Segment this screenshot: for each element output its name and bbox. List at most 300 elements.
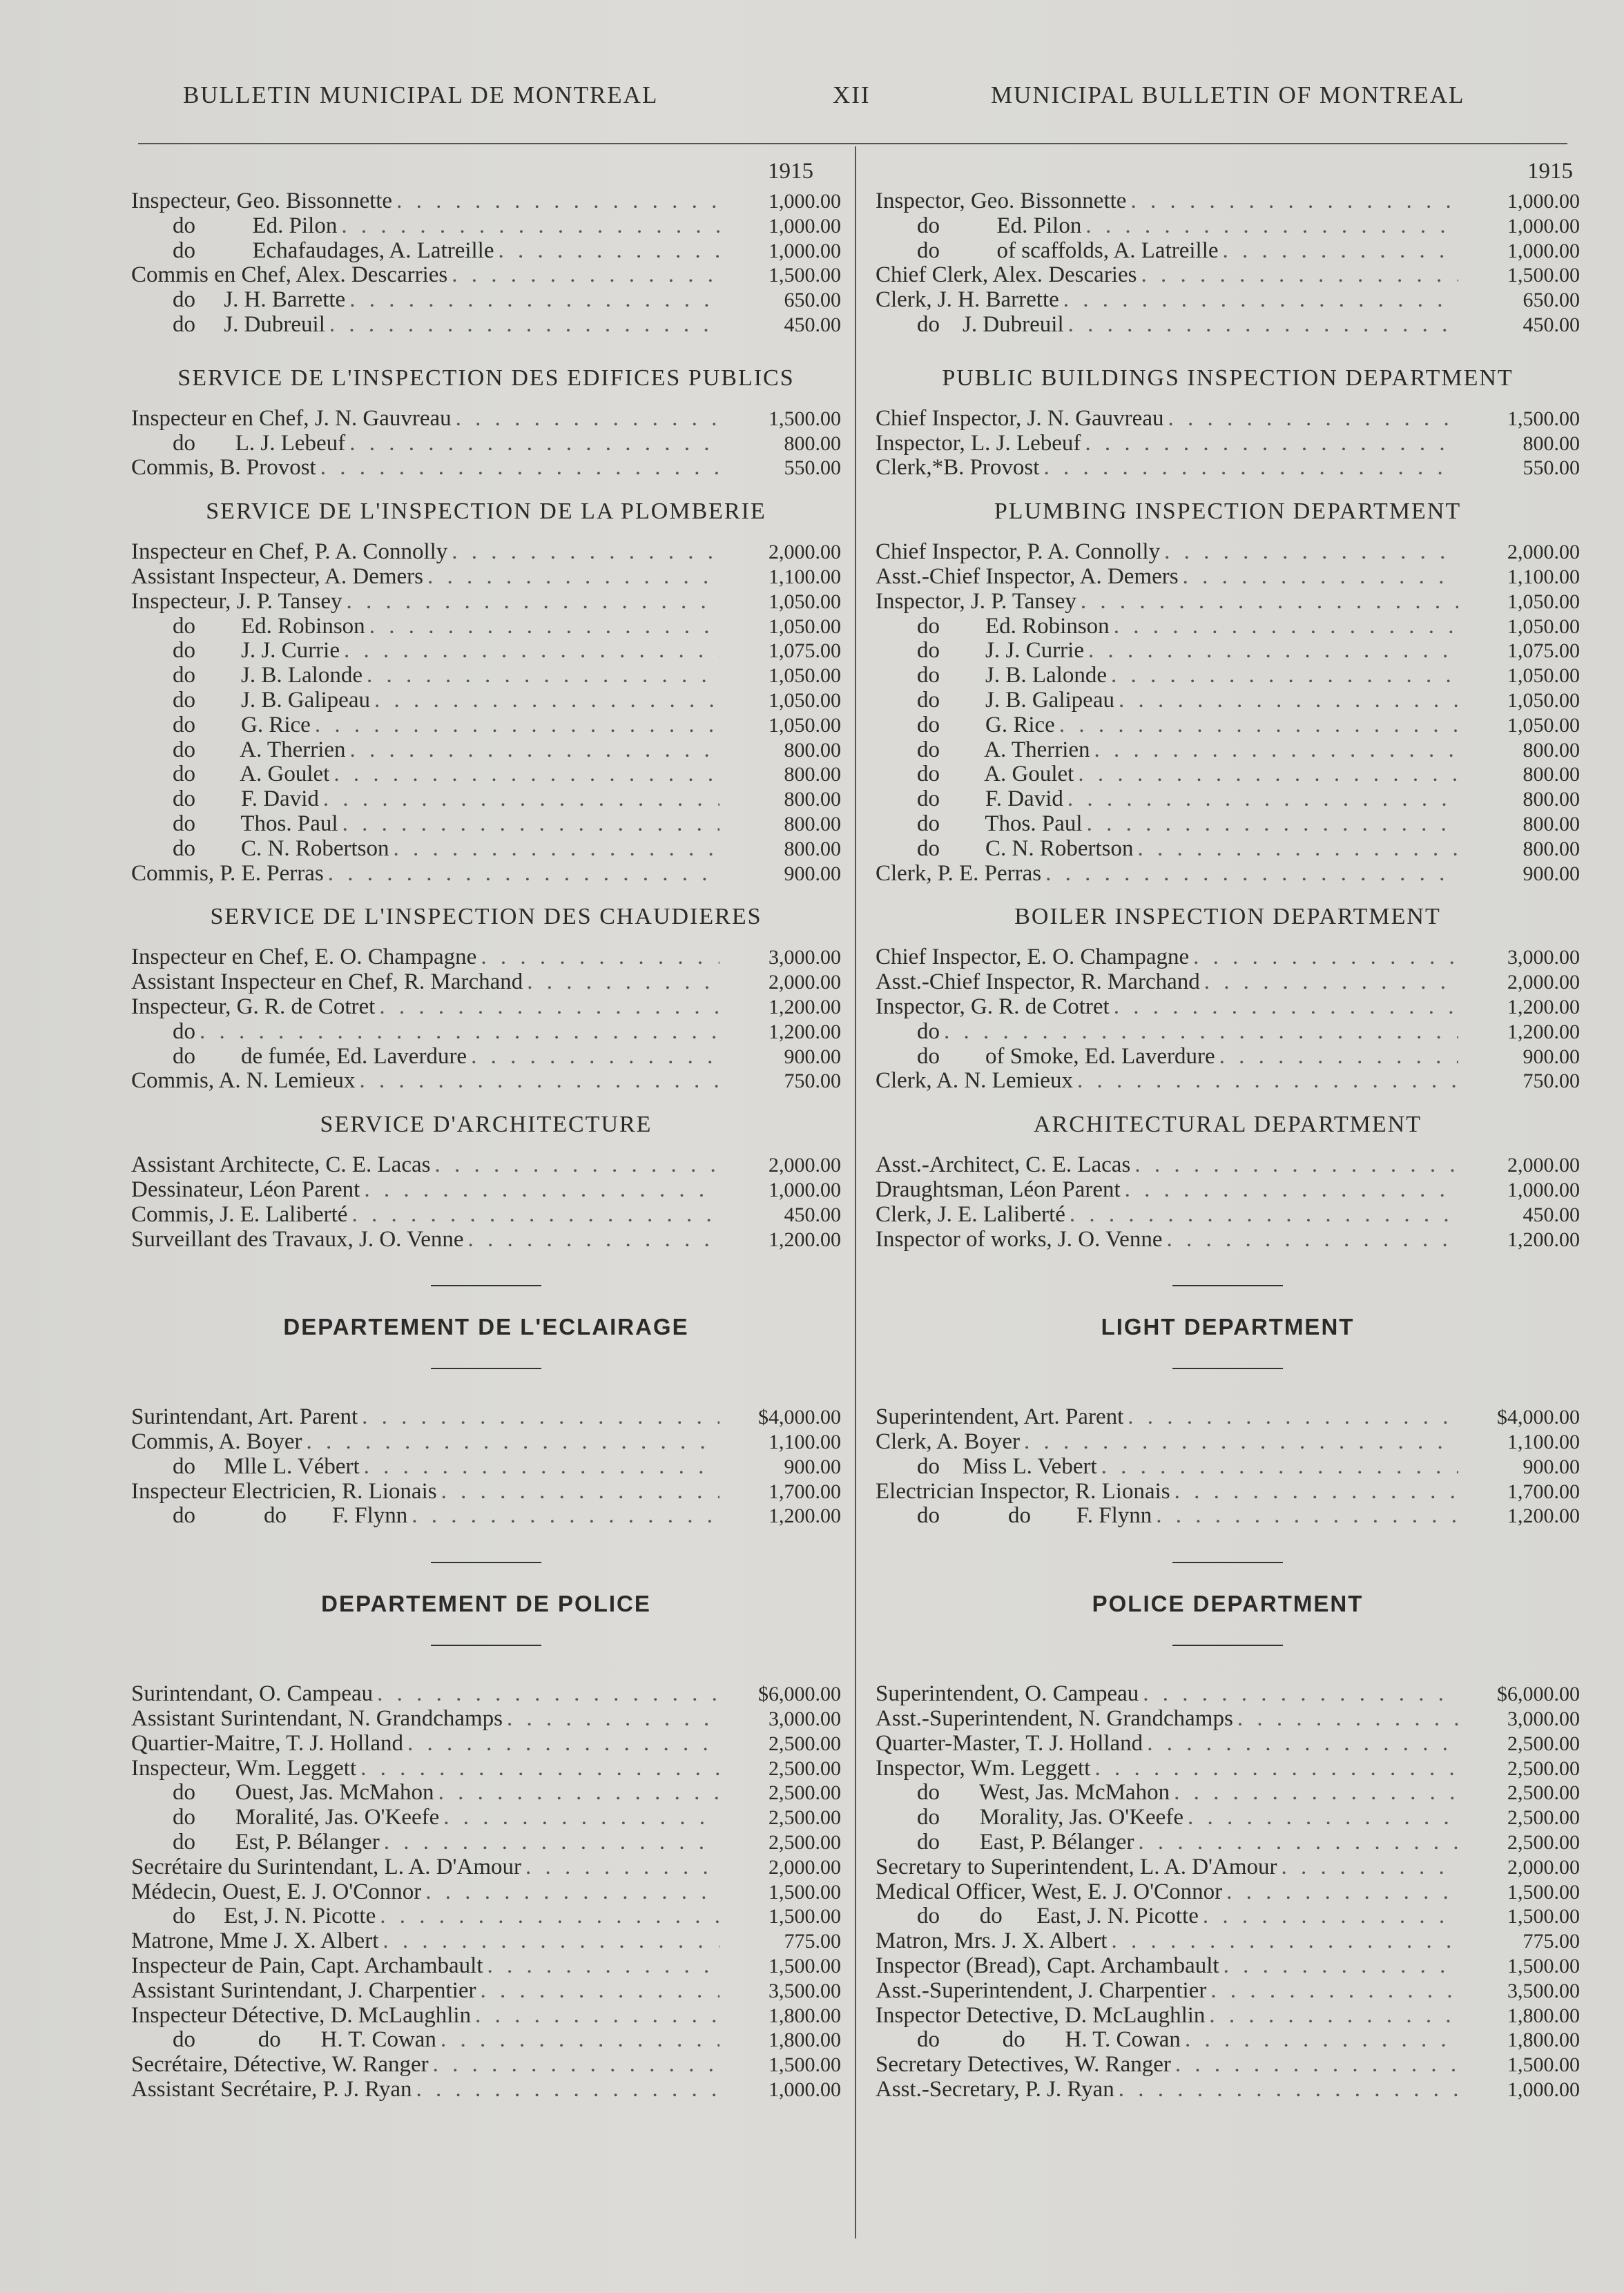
salary-amount: 800.00 [784, 738, 841, 762]
salary-amount: 2,500.00 [1507, 1732, 1580, 1755]
position-name: do Ed. Robinson [917, 614, 1110, 639]
salary-row [131, 1045, 841, 1070]
salary-row [131, 1781, 841, 1806]
building-inspection-list [131, 189, 841, 338]
department-title: DEPARTEMENT DE L'ECLAIRAGE [283, 1314, 689, 1340]
salary-amount: 1,050.00 [768, 590, 841, 613]
salary-amount: 750.00 [784, 1070, 841, 1093]
position-name: do of Smoke, Ed. Laverdure [917, 1044, 1215, 1069]
salary-amount: 450.00 [1522, 1203, 1580, 1226]
salary-row [876, 639, 1580, 664]
salary-amount: 800.00 [784, 788, 841, 811]
salary-row [131, 945, 841, 970]
salary-amount: 800.00 [1522, 812, 1580, 835]
leader-dots [443, 1806, 719, 1830]
leader-dots [334, 762, 719, 787]
leader-dots [471, 1045, 719, 1070]
leader-dots [349, 288, 719, 313]
salary-row [131, 995, 841, 1020]
position-name: do J. Dubreuil [173, 312, 325, 337]
position-name: Inspecteur, Wm. Leggett [131, 1756, 357, 1781]
salary-row [876, 565, 1580, 590]
salary-row [131, 787, 841, 812]
leader-dots [1281, 1855, 1458, 1880]
position-name: Surintendant, Art. Parent [131, 1405, 358, 1430]
salary-row [876, 2028, 1580, 2053]
salary-row [876, 1806, 1580, 1830]
leader-dots [1183, 565, 1458, 590]
salary-amount: 1,000.00 [1507, 239, 1580, 262]
salary-amount: 800.00 [784, 812, 841, 835]
salary-row [131, 1830, 841, 1855]
salary-amount: 1,075.00 [1507, 639, 1580, 663]
public-buildings-list [131, 407, 841, 481]
position-name: do do H. T. Cowan [173, 2028, 436, 2053]
salary-amount: 3,500.00 [768, 1979, 841, 2002]
salary-amount: 1,200.00 [1507, 1505, 1580, 1528]
position-name: Inspector of works, J. O. Venne [876, 1227, 1163, 1252]
column-divider [855, 146, 856, 2238]
leader-dots [329, 313, 719, 338]
section-title-boilers: BOILER INSPECTION DEPARTMENT [1014, 904, 1441, 930]
leader-dots [416, 2078, 719, 2102]
salary-row [876, 713, 1580, 738]
salary-amount: 450.00 [784, 313, 841, 336]
leader-dots [1134, 1153, 1458, 1178]
position-name: do J. B. Lalonde [173, 664, 362, 688]
salary-row [876, 1781, 1580, 1806]
salary-row [131, 713, 841, 738]
salary-amount: 2,500.00 [768, 1831, 841, 1855]
position-name: Commis, P. E. Perras [131, 861, 324, 886]
salary-amount: $4,000.00 [758, 1406, 841, 1429]
salary-row [876, 313, 1580, 338]
position-name: do West, Jas. McMahon [917, 1781, 1170, 1806]
salary-row [131, 540, 841, 565]
position-name: do [173, 1019, 195, 1044]
salary-amount: 1,500.00 [1507, 2053, 1580, 2077]
salary-row [876, 407, 1580, 432]
position-name: Asst.-Chief Inspector, R. Marchand [876, 970, 1200, 995]
leader-dots [1128, 1405, 1458, 1430]
position-name: Inspecteur Electricien, R. Lionais [131, 1479, 437, 1504]
salary-amount: 1,050.00 [1507, 664, 1580, 688]
position-name: Secrétaire du Surintendant, L. A. D'Amour [131, 1855, 521, 1879]
building-inspection-list [876, 189, 1580, 338]
salary-amount: 550.00 [1522, 456, 1580, 480]
salary-row [876, 1045, 1580, 1070]
leader-dots [1119, 688, 1458, 713]
salary-row [131, 1504, 841, 1529]
position-name: Chief Inspector, J. N. Gauvreau [876, 406, 1164, 431]
salary-amount: 1,075.00 [768, 639, 841, 663]
leader-dots [1223, 239, 1458, 264]
position-name: Assistant Architecte, C. E. Lacas [131, 1153, 431, 1178]
salary-amount: 1,500.00 [1507, 1880, 1580, 1904]
leader-dots [1088, 639, 1458, 664]
position-name: do A. Therrien [173, 737, 346, 762]
salary-amount: 450.00 [1522, 313, 1580, 336]
salary-row [131, 565, 841, 590]
position-name: do Ed. Robinson [173, 614, 365, 639]
section-title-boilers: SERVICE DE L'INSPECTION DES CHAUDIERES [210, 904, 762, 930]
salary-amount: 800.00 [784, 763, 841, 786]
salary-row [876, 590, 1580, 615]
public-buildings-list [876, 407, 1580, 481]
position-name: Quarter-Master, T. J. Holland [876, 1731, 1143, 1756]
salary-amount: 1,000.00 [1507, 1178, 1580, 1201]
position-name: Inspecteur en Chef, P. A. Connolly [131, 540, 448, 565]
leader-dots [433, 2053, 719, 2078]
light-department-heading [131, 1285, 841, 1369]
salary-row [876, 837, 1580, 862]
leader-dots [1070, 1203, 1458, 1228]
salary-row [131, 812, 841, 837]
position-name: do J. J. Currie [917, 639, 1084, 664]
leader-dots [383, 1929, 719, 1954]
salary-amount: 1,500.00 [1507, 407, 1580, 430]
leader-dots [427, 565, 719, 590]
plumbing-list [131, 540, 841, 886]
leader-dots [1175, 2053, 1458, 2078]
position-name: Assistant Secrétaire, P. J. Ryan [131, 2078, 412, 2102]
salary-row [876, 995, 1580, 1020]
salary-row [131, 313, 841, 338]
position-name: Inspector, G. R. de Cotret [876, 994, 1110, 1019]
leader-dots [394, 837, 720, 862]
salary-amount: 1,500.00 [768, 1955, 841, 1978]
salary-amount: 775.00 [784, 1930, 841, 1953]
salary-row [876, 2053, 1580, 2078]
salary-amount: 1,000.00 [768, 2078, 841, 2102]
position-name: Clerk, A. N. Lemieux [876, 1069, 1073, 1094]
salary-amount: 550.00 [784, 456, 841, 480]
leader-dots [384, 1830, 719, 1855]
position-name: Clerk, J. H. Barrette [876, 288, 1059, 313]
salary-amount: 900.00 [784, 862, 841, 885]
position-name: do A. Goulet [917, 762, 1074, 787]
position-name: Medical Officer, West, E. J. O'Connor [876, 1879, 1223, 1904]
position-name: Dessinateur, Léon Parent [131, 1177, 360, 1202]
leader-dots [441, 1480, 719, 1505]
position-name: Clerk, A. Boyer [876, 1430, 1020, 1455]
position-name: Inspector, Wm. Leggett [876, 1756, 1091, 1781]
leader-dots [323, 787, 719, 812]
leader-dots [1156, 1504, 1458, 1529]
position-name: do F. David [173, 787, 319, 812]
leader-dots [441, 2028, 719, 2053]
leader-dots [1085, 214, 1458, 239]
leader-dots [1204, 970, 1458, 995]
salary-amount: 1,000.00 [768, 239, 841, 262]
department-title: DEPARTEMENT DE POLICE [321, 1591, 651, 1617]
salary-amount: 1,100.00 [1507, 565, 1580, 588]
salary-amount: 1,200.00 [1507, 995, 1580, 1018]
salary-row [131, 1880, 841, 1905]
position-name: do do H. T. Cowan [917, 2028, 1181, 2053]
position-name: Asst.-Secretary, P. J. Ryan [876, 2078, 1114, 2102]
salary-row [131, 1228, 841, 1252]
position-name: do Mlle L. Vébert [173, 1454, 360, 1479]
leader-dots [475, 2004, 719, 2029]
position-name: Assistant Inspecteur en Chef, R. Marchand [131, 970, 523, 995]
leader-dots [1237, 1707, 1458, 1732]
leader-dots [379, 995, 719, 1020]
position-name: do J. J. Currie [173, 639, 340, 664]
salary-row [131, 590, 841, 615]
leader-dots [307, 1430, 719, 1455]
page-header [131, 81, 1540, 123]
position-name: Superintendent, Art. Parent [876, 1405, 1124, 1430]
position-name: Inspecteur en Chef, E. O. Champagne [131, 945, 477, 970]
position-name: Assistant Inspecteur, A. Demers [131, 564, 424, 589]
position-name: Commis, A. Boyer [131, 1430, 302, 1455]
salary-amount: 1,800.00 [768, 2004, 841, 2027]
salary-amount: 1,500.00 [768, 407, 841, 430]
leader-dots [452, 540, 719, 565]
salary-row [876, 1455, 1580, 1480]
salary-row [876, 945, 1580, 970]
position-name: Inspector, J. P. Tansey [876, 589, 1076, 614]
header-right-title: MUNICIPAL BULLETIN OF MONTREAL [991, 81, 1465, 108]
leader-dots [1168, 407, 1458, 432]
position-name: Chief Clerk, Alex. Descaries [876, 263, 1137, 288]
salary-amount: 1,700.00 [768, 1480, 841, 1503]
salary-row [131, 1069, 841, 1094]
leader-dots [1138, 1830, 1458, 1855]
french-column [131, 159, 841, 2102]
position-name: do J. Dubreuil [917, 312, 1064, 337]
salary-row [876, 1228, 1580, 1252]
salary-row [131, 239, 841, 264]
leader-dots [1210, 1979, 1458, 2004]
salary-row [876, 432, 1580, 456]
salary-amount: 1,050.00 [768, 688, 841, 712]
position-name: Secretary Detectives, W. Ranger [876, 2053, 1171, 2078]
salary-amount: 1,000.00 [768, 1178, 841, 1201]
boiler-list [876, 945, 1580, 1094]
salary-amount: 1,050.00 [1507, 590, 1580, 613]
short-rule [1172, 1562, 1283, 1563]
leader-dots [487, 1954, 719, 1979]
salary-row [131, 1455, 841, 1480]
salary-row [131, 1904, 841, 1929]
salary-amount: 2,000.00 [768, 541, 841, 564]
leader-dots [1077, 1069, 1458, 1094]
salary-amount: 2,000.00 [1507, 1154, 1580, 1177]
leader-dots [1193, 945, 1458, 970]
leader-dots [328, 862, 719, 887]
position-name: do Ouest, Jas. McMahon [173, 1781, 434, 1806]
salary-row [876, 862, 1580, 887]
salary-row [131, 1020, 841, 1045]
salary-amount: 1,200.00 [768, 995, 841, 1018]
position-name: Asst.-Chief Inspector, A. Demers [876, 564, 1179, 589]
salary-row [131, 762, 841, 787]
leader-dots [1125, 1178, 1458, 1203]
salary-amount: 450.00 [784, 1203, 841, 1226]
position-name: Inspector (Bread), Capt. Archambault [876, 1954, 1219, 1979]
salary-row [876, 1203, 1580, 1228]
position-name: Chief Inspector, P. A. Connolly [876, 540, 1161, 565]
salary-amount: 650.00 [1522, 289, 1580, 312]
boiler-list [131, 945, 841, 1094]
salary-row [131, 1682, 841, 1707]
salary-amount: 1,800.00 [768, 2029, 841, 2052]
salary-row [131, 970, 841, 995]
position-name: Surveillant des Travaux, J. O. Venne [131, 1227, 464, 1252]
salary-row [131, 615, 841, 639]
salary-amount: 1,100.00 [768, 565, 841, 588]
salary-row [131, 432, 841, 456]
position-name: Secrétaire, Détective, W. Ranger [131, 2053, 429, 2078]
salary-amount: 650.00 [784, 289, 841, 312]
salary-row [876, 688, 1580, 713]
leader-dots [452, 263, 719, 288]
salary-row [131, 837, 841, 862]
salary-amount: 2,000.00 [1507, 971, 1580, 994]
salary-row [876, 1430, 1580, 1455]
position-name: Inspecteur, G. R. de Cotret [131, 994, 376, 1019]
salary-amount: 900.00 [1522, 1455, 1580, 1478]
section-title-plumbing: SERVICE DE L'INSPECTION DE LA PLOMBERIE [206, 499, 766, 525]
salary-amount: 800.00 [1522, 763, 1580, 786]
salary-amount: 3,000.00 [768, 1707, 841, 1731]
salary-amount: 900.00 [1522, 862, 1580, 885]
position-name: do Ed. Pilon [173, 213, 338, 238]
salary-amount: 900.00 [784, 1045, 841, 1068]
salary-amount: 1,800.00 [1507, 2029, 1580, 2052]
salary-amount: 1,500.00 [768, 1880, 841, 1904]
leader-dots [944, 1020, 1458, 1045]
salary-row [876, 1178, 1580, 1203]
salary-row [131, 1405, 841, 1430]
leader-dots [320, 456, 719, 481]
leader-dots [380, 1904, 719, 1929]
leader-dots [407, 1732, 719, 1757]
year-heading: 1915 [1527, 159, 1573, 184]
salary-amount: 2,500.00 [1507, 1757, 1580, 1780]
leader-dots [351, 1203, 719, 1228]
salary-row [876, 1855, 1580, 1880]
position-name: Quartier-Maitre, T. J. Holland [131, 1731, 404, 1756]
section-title-plumbing: PLUMBING INSPECTION DEPARTMENT [994, 499, 1462, 525]
salary-amount: 1,100.00 [1507, 1431, 1580, 1454]
salary-row [131, 263, 841, 288]
salary-row [876, 1153, 1580, 1178]
position-name: do East, P. Bélanger [917, 1830, 1134, 1855]
salary-amount: 1,500.00 [768, 1905, 841, 1928]
position-name: Inspecteur Détective, D. McLaughlin [131, 2003, 472, 2028]
position-name: Chief Inspector, E. O. Champagne [876, 945, 1190, 970]
leader-dots [344, 639, 719, 664]
salary-amount: 2,000.00 [768, 971, 841, 994]
salary-row [876, 1480, 1580, 1505]
page-number: XII [833, 81, 871, 108]
position-name: Asst.-Architect, C. E. Lacas [876, 1153, 1131, 1178]
leader-dots [1045, 862, 1458, 887]
salary-row [876, 2078, 1580, 2102]
salary-amount: 1,500.00 [1507, 264, 1580, 287]
position-name: do F. David [917, 787, 1063, 812]
leader-dots [1219, 1045, 1458, 1070]
salary-amount: 1,050.00 [1507, 713, 1580, 737]
leader-dots [525, 1855, 719, 1880]
short-rule [1172, 1285, 1283, 1286]
position-name: Matrone, Mme J. X. Albert [131, 1929, 379, 1954]
position-name: do J. B. Galipeau [917, 688, 1114, 713]
position-name: Inspector Detective, D. McLaughlin [876, 2003, 1206, 2028]
leader-dots [1024, 1430, 1458, 1455]
police-department-list [876, 1682, 1580, 2102]
leader-dots [1147, 1732, 1458, 1757]
leader-dots [1063, 288, 1458, 313]
salary-amount: 1,000.00 [1507, 214, 1580, 238]
leader-dots [364, 1455, 719, 1480]
salary-row [876, 615, 1580, 639]
salary-amount: 1,200.00 [1507, 1228, 1580, 1251]
salary-amount: 1,000.00 [768, 214, 841, 238]
section-title-architecture: ARCHITECTURAL DEPARTMENT [1034, 1112, 1422, 1138]
leader-dots [1226, 1880, 1458, 1905]
architecture-list [876, 1153, 1580, 1252]
salary-row [131, 738, 841, 763]
leader-dots [347, 590, 719, 615]
position-name: Inspector, Geo. Bissonnette [876, 189, 1127, 213]
salary-row [876, 762, 1580, 787]
salary-row [131, 1806, 841, 1830]
salary-amount: 1,500.00 [768, 2053, 841, 2077]
short-rule [1172, 1645, 1283, 1646]
position-name: Clerk, P. E. Perras [876, 861, 1042, 886]
leader-dots [1119, 2078, 1458, 2102]
short-rule [431, 1645, 541, 1646]
salary-row [876, 456, 1580, 481]
leader-dots [456, 407, 719, 432]
leader-dots [360, 1757, 719, 1781]
salary-amount: 3,000.00 [1507, 946, 1580, 969]
salary-row [131, 407, 841, 432]
position-name: Inspector, L. J. Lebeuf [876, 431, 1081, 456]
position-name: do de fumée, Ed. Laverdure [173, 1044, 467, 1069]
salary-row [131, 1178, 841, 1203]
salary-row [876, 1904, 1580, 1929]
salary-row [131, 664, 841, 688]
header-left-title: BULLETIN MUNICIPAL DE MONTREAL [183, 81, 659, 108]
salary-amount: 1,500.00 [1507, 1905, 1580, 1928]
position-name: Commis, J. E. Laliberté [131, 1202, 348, 1227]
position-name: Assistant Surintendant, J. Charpentier [131, 1978, 476, 2003]
leader-dots [1130, 189, 1458, 214]
salary-row [876, 263, 1580, 288]
police-department-list [131, 1682, 841, 2102]
position-name: do Echafaudages, A. Latreille [173, 238, 494, 263]
salary-amount: 900.00 [1522, 1045, 1580, 1068]
leader-dots [1164, 540, 1458, 565]
salary-amount: 1,050.00 [1507, 615, 1580, 638]
salary-row [876, 1929, 1580, 1954]
salary-amount: 1,200.00 [768, 1228, 841, 1251]
position-name: Commis, B. Provost [131, 456, 316, 481]
leader-dots [481, 1979, 719, 2004]
position-name: do Ed. Pilon [917, 213, 1082, 238]
salary-row [131, 1203, 841, 1228]
salary-amount: 1,050.00 [768, 615, 841, 638]
salary-amount: 750.00 [1522, 1070, 1580, 1093]
section-title-public-buildings: SERVICE DE L'INSPECTION DES EDIFICES PUBLICS [177, 365, 795, 391]
salary-amount: 1,000.00 [1507, 190, 1580, 213]
leader-dots [377, 1682, 719, 1707]
